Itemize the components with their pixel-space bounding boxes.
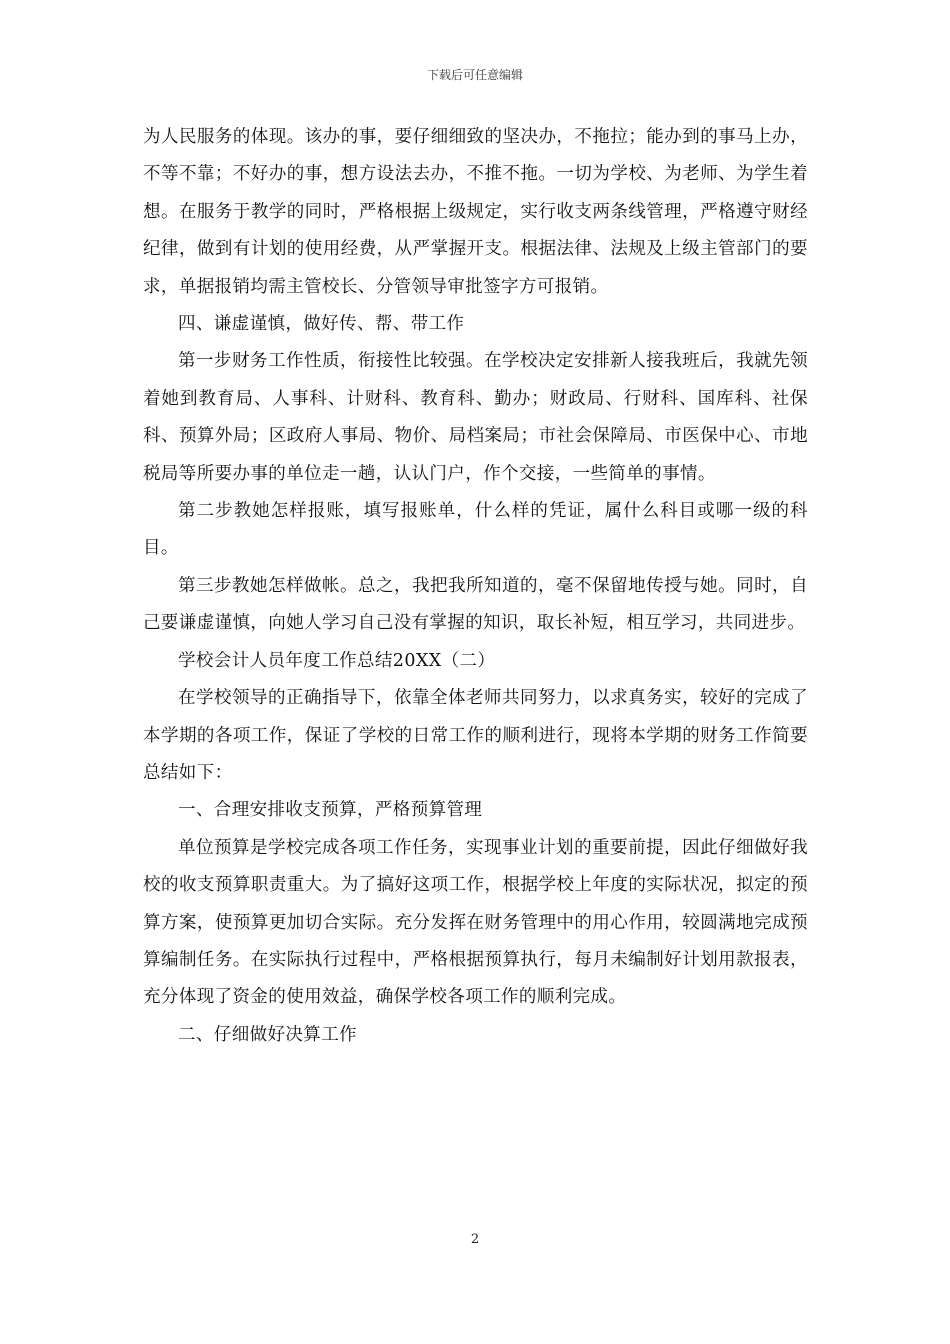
section-heading-2: 二、仔细做好决算工作: [178, 1024, 357, 1045]
document-subtitle: 学校会计人员年度工作总结20XX（二）: [178, 650, 496, 671]
page-header: 下载后可任意编辑: [426, 68, 523, 82]
paragraph-1: 为人民服务的体现。该办的事，要仔细细致的坚决办，不拖拉；能办到的事马上办，不等不靠；不好办的事，想方设法去办，不推不拖。一切为学校、为老师、为学生着想。在服务于教学的同时，严格根据上级规定，实行收支两条线管理，严格遵守财经纪律，做到有计划的使用经费，从严掌握开支。根据法律、法规及上级主管部门的要求，单据报销均需主管校长、分管领导审批签字方可报销。: [143, 127, 808, 297]
paragraph-step-1: 第一步财务工作性质，衔接性比较强。在学校决定安排新人接我班后，我就先领着她到教育局、人事科、计财科、教育科、勤办；财政局、行财科、国库科、社保科、预算外局；区政府人事局、物价、局档案局；市社会保障局、市医保中心、市地税局等所要办事的单位走一趟，认认门户，作个交接，一些简单的事情。: [143, 351, 808, 484]
section-heading-4: 四、谦虚谨慎，做好传、帮、带工作: [178, 314, 465, 335]
section-heading-1: 一、合理安排收支预算，严格预算管理: [178, 800, 483, 821]
document-body: [143, 119, 808, 1054]
paragraph-intro: 在学校领导的正确指导下，依靠全体老师共同努力，以求真务实，较好的完成了本学期的各项工作，保证了学校的日常工作的顺利进行，现将本学期的财务工作简要总结如下：: [143, 688, 808, 783]
paragraph-step-2: 第二步教她怎样报账，填写报账单，什么样的凭证，属什么科目或哪一级的科目。: [143, 501, 808, 559]
paragraph-budget: 单位预算是学校完成各项工作任务，实现事业计划的重要前提，因此仔细做好我校的收支预算职责重大。为了搞好这项工作，根据学校上年度的实际状况，拟定的预算方案，使预算更加切合实际。充分发挥在财务管理中的用心作用，较圆满地完成预算编制任务。在实际执行过程中，严格根据预算执行，每月未编制好计划用款报表，充分体现了资金的使用效益，确保学校各项工作的顺利完成。: [143, 837, 808, 1008]
paragraph-step-3: 第三步教她怎样做帐。总之，我把我所知道的，毫不保留地传授与她。同时，自己要谦虚谨慎，向她人学习自己没有掌握的知识，取长补短，相互学习，共同进步。: [143, 575, 808, 634]
page-number: 2: [470, 1232, 480, 1247]
